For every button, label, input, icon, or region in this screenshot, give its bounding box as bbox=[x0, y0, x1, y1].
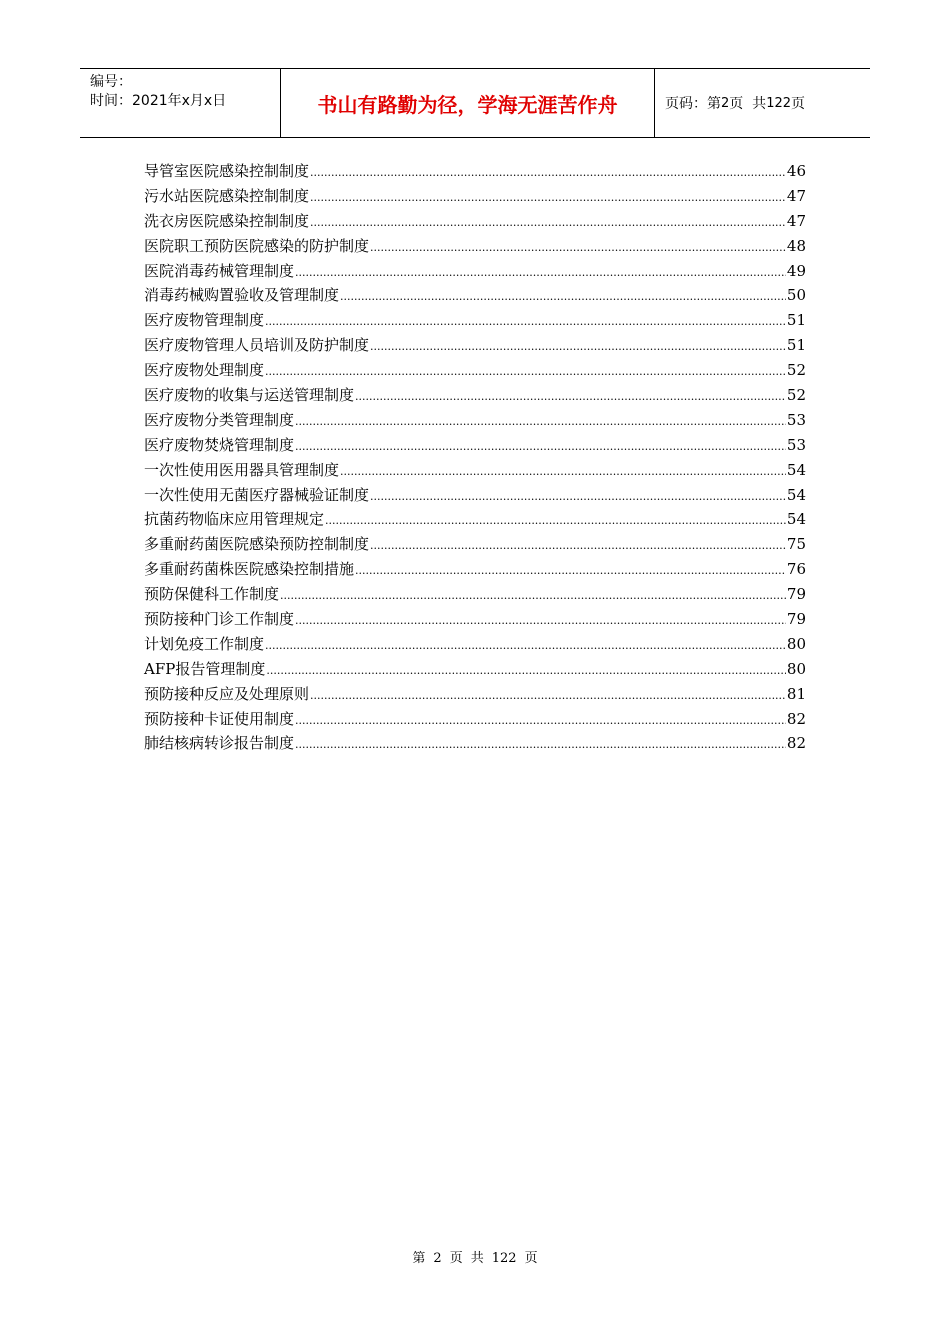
toc-entry-title: 洗衣房医院感染控制制度 bbox=[144, 211, 310, 230]
toc-entry[interactable] bbox=[144, 732, 806, 757]
page-footer bbox=[0, 1247, 950, 1266]
toc-leader-dots bbox=[370, 539, 786, 552]
toc-entry[interactable] bbox=[144, 309, 806, 334]
toc-entry-title: 预防接种门诊工作制度 bbox=[144, 610, 295, 629]
footer-total: 122 bbox=[491, 1251, 517, 1266]
code-label: 编号： bbox=[90, 74, 132, 90]
header-page-info bbox=[655, 69, 870, 137]
toc-entry-title: 医院消毒药械管理制度 bbox=[144, 261, 295, 280]
toc-entry-page: 47 bbox=[786, 186, 806, 205]
page-total: 122 bbox=[766, 95, 792, 111]
toc-entry-page: 80 bbox=[786, 659, 806, 678]
page-suffix: 页 bbox=[791, 96, 806, 112]
toc-entry[interactable] bbox=[144, 583, 806, 608]
toc-entry[interactable] bbox=[144, 409, 806, 434]
toc-entry-title: 预防保健科工作制度 bbox=[144, 585, 280, 604]
footer-mid1: 页 bbox=[449, 1251, 463, 1266]
toc-entry[interactable] bbox=[144, 185, 806, 210]
toc-entry-page: 80 bbox=[786, 634, 806, 653]
toc-leader-dots bbox=[355, 390, 786, 403]
toc-leader-dots bbox=[310, 216, 786, 229]
toc-entry-title: 多重耐药菌医院感染预防控制制度 bbox=[144, 535, 370, 554]
toc-leader-dots bbox=[340, 290, 786, 303]
toc-entry-page: 51 bbox=[786, 311, 806, 330]
toc-entry-title: 计划免疫工作制度 bbox=[144, 634, 265, 653]
toc-entry-page: 51 bbox=[786, 336, 806, 355]
toc-entry[interactable] bbox=[144, 434, 806, 459]
toc-leader-dots bbox=[310, 166, 786, 179]
toc-leader-dots bbox=[370, 490, 786, 503]
toc-entry-title: 多重耐药菌株医院感染控制措施 bbox=[144, 560, 355, 579]
toc-entry[interactable] bbox=[144, 210, 806, 235]
toc-entry-title: 医疗废物分类管理制度 bbox=[144, 410, 295, 429]
toc-leader-dots bbox=[295, 440, 786, 453]
toc-leader-dots bbox=[325, 514, 786, 527]
toc-entry-title: 肺结核病转诊报告制度 bbox=[144, 734, 295, 753]
toc-entry[interactable] bbox=[144, 384, 806, 409]
toc-entry-title: 医疗废物焚烧管理制度 bbox=[144, 435, 295, 454]
toc-entry-title: 医疗废物管理制度 bbox=[144, 311, 265, 330]
toc-leader-dots bbox=[340, 465, 786, 478]
toc-entry-title: 预防接种反应及处理原则 bbox=[144, 684, 310, 703]
toc-entry-title: 医院职工预防医院感染的防护制度 bbox=[144, 236, 370, 255]
toc-entry-page: 82 bbox=[786, 734, 806, 753]
toc-entry[interactable] bbox=[144, 359, 806, 384]
toc-entry[interactable] bbox=[144, 260, 806, 285]
toc-entry-page: 54 bbox=[786, 460, 806, 479]
toc-entry[interactable] bbox=[144, 658, 806, 683]
toc-leader-dots bbox=[295, 415, 786, 428]
toc-entry-page: 79 bbox=[786, 610, 806, 629]
toc-entry[interactable] bbox=[144, 235, 806, 260]
toc-leader-dots bbox=[370, 241, 786, 254]
toc-entry[interactable] bbox=[144, 533, 806, 558]
page-number: 2 bbox=[721, 95, 730, 111]
footer-prefix: 第 bbox=[412, 1251, 426, 1266]
document-header bbox=[80, 68, 870, 138]
page-mid: 页 共 bbox=[729, 96, 767, 112]
toc-entry-page: 52 bbox=[786, 361, 806, 380]
toc-entry-page: 53 bbox=[786, 435, 806, 454]
toc-entry[interactable] bbox=[144, 284, 806, 309]
toc-entry[interactable] bbox=[144, 683, 806, 708]
toc-entry[interactable] bbox=[144, 633, 806, 658]
toc-entry-page: 50 bbox=[786, 286, 806, 305]
footer-page: 2 bbox=[433, 1251, 442, 1266]
toc-entry[interactable] bbox=[144, 484, 806, 509]
toc-entry-title: 医疗废物管理人员培训及防护制度 bbox=[144, 336, 370, 355]
toc-entry-page: 53 bbox=[786, 410, 806, 429]
toc-leader-dots bbox=[355, 564, 786, 577]
toc-leader-dots bbox=[280, 589, 786, 602]
toc-entry[interactable] bbox=[144, 558, 806, 583]
toc-leader-dots bbox=[295, 714, 786, 727]
toc-entry-page: 54 bbox=[786, 510, 806, 529]
header-motto: 书山有路勤为径，学海无涯苦作舟 bbox=[281, 69, 655, 137]
time-label: 时间：2021年x月x日 bbox=[90, 93, 227, 109]
toc-leader-dots bbox=[266, 664, 786, 677]
toc-entry[interactable] bbox=[144, 459, 806, 484]
toc-entry-title: 导管室医院感染控制制度 bbox=[144, 162, 310, 180]
toc-leader-dots bbox=[295, 738, 786, 751]
page-prefix: 页码：第 bbox=[665, 96, 721, 112]
toc-entry-page: 47 bbox=[786, 211, 806, 230]
toc-entry-page: 49 bbox=[786, 261, 806, 280]
toc-entry-title: 预防接种卡证使用制度 bbox=[144, 709, 295, 728]
toc-entry-title: AFP报告管理制度 bbox=[144, 659, 266, 678]
toc-leader-dots bbox=[265, 639, 786, 652]
table-of-contents bbox=[144, 160, 806, 757]
header-meta bbox=[80, 69, 281, 137]
toc-leader-dots bbox=[295, 266, 786, 279]
toc-entry-title: 一次性使用医用器具管理制度 bbox=[144, 460, 340, 479]
footer-suffix: 页 bbox=[524, 1251, 538, 1266]
toc-entry-page: 75 bbox=[786, 535, 806, 554]
toc-entry-page: 81 bbox=[786, 684, 806, 703]
toc-entry-title: 消毒药械购置验收及管理制度 bbox=[144, 286, 340, 305]
toc-entry-page: 54 bbox=[786, 485, 806, 504]
toc-leader-dots bbox=[370, 340, 786, 353]
toc-entry[interactable] bbox=[144, 508, 806, 533]
toc-entry-title: 医疗废物的收集与运送管理制度 bbox=[144, 386, 355, 405]
toc-entry-page: 48 bbox=[786, 236, 806, 255]
toc-entry[interactable] bbox=[144, 608, 806, 633]
toc-entry[interactable] bbox=[144, 160, 806, 185]
toc-leader-dots bbox=[265, 315, 786, 328]
footer-mid2: 共 bbox=[470, 1251, 484, 1266]
toc-leader-dots bbox=[310, 191, 786, 204]
toc-leader-dots bbox=[310, 689, 786, 702]
toc-entry-page: 82 bbox=[786, 709, 806, 728]
toc-entry-page: 46 bbox=[786, 162, 806, 180]
toc-entry[interactable] bbox=[144, 334, 806, 359]
toc-entry-title: 一次性使用无菌医疗器械验证制度 bbox=[144, 485, 370, 504]
toc-entry-page: 76 bbox=[786, 560, 806, 579]
toc-entry[interactable] bbox=[144, 708, 806, 733]
toc-entry-title: 抗菌药物临床应用管理规定 bbox=[144, 510, 325, 529]
toc-leader-dots bbox=[265, 365, 786, 378]
toc-entry-title: 污水站医院感染控制制度 bbox=[144, 186, 310, 205]
toc-leader-dots bbox=[295, 614, 786, 627]
toc-entry-title: 医疗废物处理制度 bbox=[144, 361, 265, 380]
toc-entry-page: 52 bbox=[786, 386, 806, 405]
toc-entry-page: 79 bbox=[786, 585, 806, 604]
